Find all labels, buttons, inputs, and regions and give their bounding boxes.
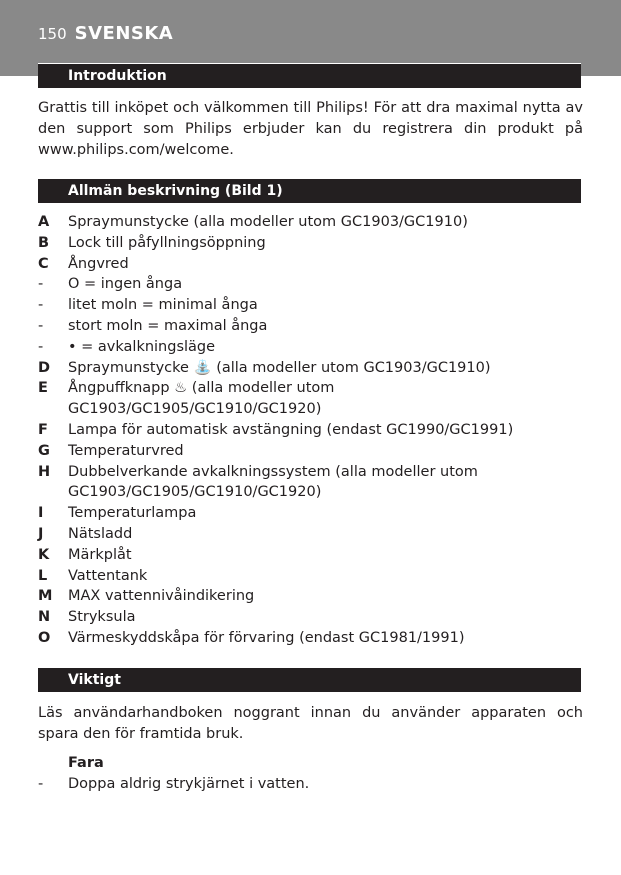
list-item	[38, 316, 583, 337]
item-text: Märkplåt	[68, 546, 132, 563]
item-key: A	[38, 214, 50, 230]
item-key: -	[38, 297, 44, 314]
important-paragraph: Läs användarhandboken noggrant innan du använder apparaten och spara den för framtida bruk.	[38, 705, 583, 742]
list-item	[38, 254, 583, 275]
item-key: F	[38, 421, 48, 438]
item-text: Ångpuffknapp ♨ (alla modeller utom GC1903/GC1905/GC1910/GC1920)	[68, 380, 335, 418]
list-item	[38, 545, 583, 566]
list-item	[38, 378, 583, 420]
intro-paragraph: Grattis till inköpet och välkommen till Philips! För att dra maximal nytta av den support som Philips erbjuder kan du registrera din produkt på www.philips.com/welcome.	[38, 100, 583, 158]
section-heading-introduction: Introduktion	[38, 63, 581, 88]
list-item	[38, 774, 583, 795]
item-key: -	[38, 776, 44, 792]
danger-block	[38, 753, 583, 795]
page-header	[38, 23, 173, 44]
danger-heading-row	[38, 753, 583, 774]
item-key: -	[38, 276, 44, 293]
list-item	[38, 441, 583, 462]
language-title: SVENSKA	[74, 23, 174, 44]
list-item	[38, 586, 583, 607]
item-key: I	[38, 505, 44, 522]
item-text: Dubbelverkande avkalkningssystem (alla modeller utom GC1903/GC1905/GC1910/GC1920)	[68, 463, 478, 501]
list-item	[38, 295, 583, 316]
item-key: C	[38, 255, 49, 272]
item-text: Stryksula	[68, 609, 136, 626]
list-item	[38, 628, 583, 649]
item-key: -	[38, 317, 44, 334]
item-key: E	[38, 380, 48, 397]
item-key: N	[38, 609, 51, 626]
item-key: L	[38, 567, 48, 584]
list-item	[38, 607, 583, 628]
item-text: • = avkalkningsläge	[68, 338, 216, 355]
list-item	[38, 274, 583, 295]
item-key: B	[38, 234, 50, 251]
list-item	[38, 337, 583, 358]
item-text: stort moln = maximal ånga	[68, 317, 268, 334]
section-heading-important: Viktigt	[38, 667, 581, 692]
list-item	[38, 420, 583, 441]
item-text: Doppa aldrig strykjärnet i vatten.	[68, 776, 310, 792]
item-text: Värmeskyddskåpa för förvaring (endast GC1981/1991)	[68, 629, 465, 646]
item-text: Vattentank	[68, 567, 148, 584]
item-text: Lock till påfyllningsöppning	[68, 234, 266, 251]
item-key: H	[38, 463, 51, 480]
item-key: J	[38, 525, 44, 542]
description-list	[38, 212, 583, 649]
item-text: Temperaturlampa	[68, 505, 197, 522]
item-key: -	[38, 338, 44, 355]
list-item	[38, 524, 583, 545]
item-text: Nätsladd	[68, 525, 133, 542]
item-key: O	[38, 629, 51, 646]
list-item	[38, 212, 583, 233]
item-key: K	[38, 546, 50, 563]
item-text: Ångvred	[68, 255, 129, 272]
item-text: O = ingen ånga	[68, 276, 183, 293]
page-number: 150	[38, 25, 67, 43]
item-text: Temperaturvred	[68, 442, 184, 459]
item-key: D	[38, 359, 51, 376]
item-text: litet moln = minimal ånga	[68, 297, 258, 314]
danger-label: Fara	[68, 755, 104, 771]
section-heading-description: Allmän beskrivning (Bild 1)	[38, 178, 581, 203]
list-item	[38, 462, 583, 504]
item-key: M	[38, 588, 53, 605]
item-text: Lampa för automatisk avstängning (endast GC1990/GC1991)	[68, 421, 514, 438]
list-item	[38, 358, 583, 379]
list-item	[38, 503, 583, 524]
item-text: Spraymunstycke ⛲ (alla modeller utom GC1903/GC1910)	[68, 359, 491, 376]
item-key: G	[38, 442, 50, 459]
list-item	[38, 566, 583, 587]
item-text: MAX vattennivåindikering	[68, 588, 255, 605]
list-item	[38, 233, 583, 254]
item-text: Spraymunstycke (alla modeller utom GC1903/GC1910)	[68, 214, 468, 230]
